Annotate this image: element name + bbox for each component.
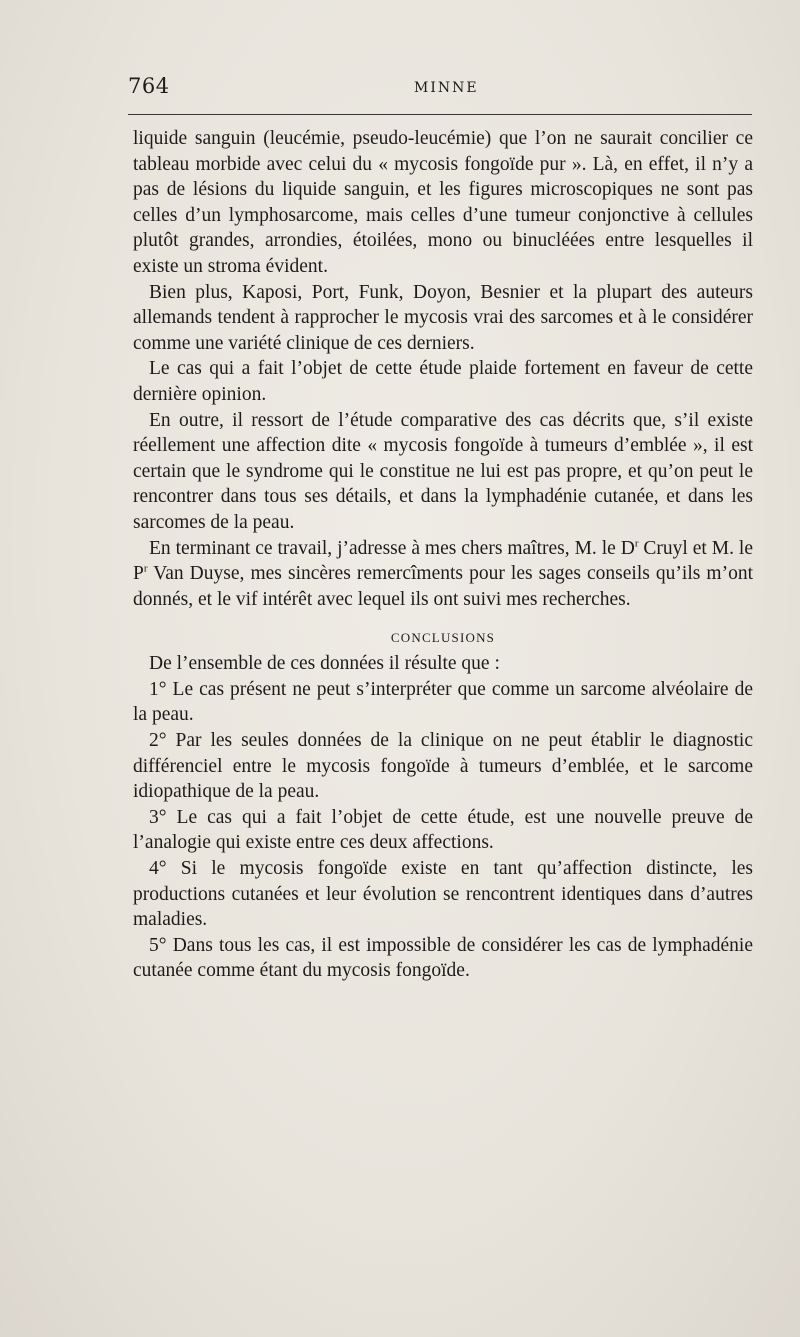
paragraph-thanks <box>133 536 753 613</box>
header-rule <box>128 114 752 115</box>
page-number: 764 <box>128 74 170 98</box>
superscript-r: r <box>634 537 639 549</box>
conclusion-item: 3° Le cas qui a fait l’objet de cette étude, est une nouvelle preuve de l’analogie qui existe entre ces deux affections. <box>133 806 753 854</box>
thanks-text-2: Cruyl et M. le P <box>133 537 753 585</box>
conclusion-item: 2° Par les seules données de la clinique on ne peut établir le diagnostic différenciel entre le mycosis fongoïde à tumeurs d’emblée, et le sarcome idiopathique de la peau. <box>133 730 753 803</box>
conclusions-heading: CONCLUSIONS <box>390 630 496 646</box>
conclusion-item: 5° Dans tous les cas, il est impossible de considérer les cas de lymphadénie cutanée comme étant du mycosis fongoïde. <box>133 934 753 982</box>
thanks-text-3: Van Duyse, mes sincères remercîments pour les sages conseils qu’ils m’ont donnés, et le vif intérêt avec lequel ils ont suivi mes recherches. <box>133 563 753 610</box>
page-header <box>128 74 752 114</box>
superscript-r: r <box>143 562 148 575</box>
paragraph: En outre, il ressort de l’étude comparative des cas décrits que, s’il existe réellement une affection dite « mycosis fongoïde à tumeurs d’emblée », il est certain que le syndrome qui le constitue ne lui est pas propre, et qu’on peut le rencontrer dans tous ses détails, et dans la lymphadénie cutanée, et dans les sarcomes de la peau. <box>133 409 753 533</box>
paragraph: Le cas qui a fait l’objet de cette étude plaide fortement en faveur de cette dernière opinion. <box>133 358 753 405</box>
conclusions-intro: De l’ensemble de ces données il résulte que : <box>149 653 500 675</box>
conclusion-item: 4° Si le mycosis fongoïde existe en tant qu’affection distincte, les productions cutanées et leur évolution se rencontrent identiques dans d’autres maladies. <box>133 858 753 931</box>
thanks-text-1: En terminant ce travail, j’adresse à mes chers maîtres, M. le D <box>149 537 635 559</box>
paragraph: Bien plus, Kaposi, Port, Funk, Doyon, Besnier et la plupart des auteurs allemands tendent à rapprocher le mycosis vrai des sarcomes et à le considérer comme une variété clinique de ces derniers. <box>133 281 753 354</box>
conclusion-item: 1° Le cas présent ne peut s’interpréter que comme un sarcome alvéolaire de la peau. <box>133 678 753 726</box>
running-head: MINNE <box>414 80 479 96</box>
paragraph-continued: liquide sanguin (leucémie, pseudo-leucémie) que l’on ne saurait concilier ce tableau morbide avec celui du « mycosis fongoïde pur ». Là, en effet, il n’y a pas de lésions du liquide sanguin, et les figures microscopiques ne sont pas celles d’un lymphosarcome, mais celles d’une tumeur conjonctive à cellules plutôt grandes, arrondies, étoilées, mono ou binucléées entre lesquelles il existe un stroma évident. <box>133 128 753 277</box>
body-text <box>133 126 753 984</box>
